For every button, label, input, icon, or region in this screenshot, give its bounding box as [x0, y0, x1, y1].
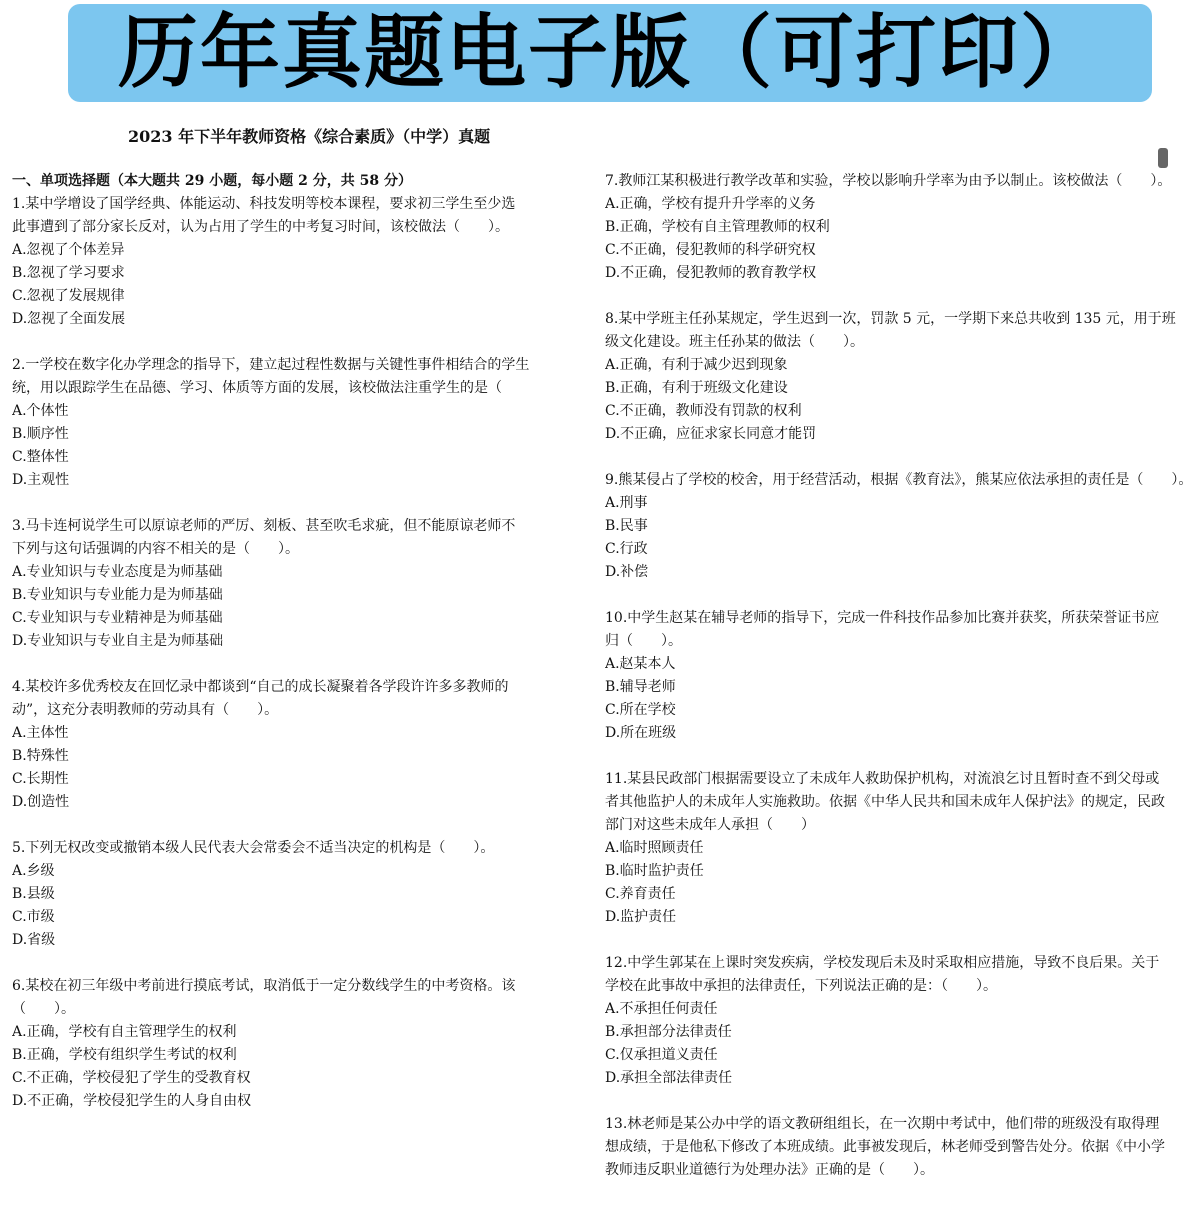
section-heading: 一、单项选择题（本大题共 29 小题，每小题 2 分，共 58 分）	[12, 173, 412, 189]
question-text: 归（ ）。	[605, 633, 682, 649]
question-text: 10.中学生赵某在辅导老师的指导下，完成一件科技作品参加比赛并获奖，所获荣誉证书应	[605, 610, 1160, 626]
answer-option: C.行政	[605, 541, 648, 557]
answer-option: B.专业知识与专业能力是为师基础	[12, 587, 223, 603]
question-text: 1.某中学增设了国学经典、体能运动、科技发明等校本课程，要求初三学生至少选	[12, 196, 516, 212]
question-item	[12, 193, 592, 331]
answer-option: A.赵某本人	[605, 656, 676, 672]
answer-option: D.省级	[12, 932, 56, 948]
answer-option: D.不正确，应征求家长同意才能罚	[605, 426, 817, 442]
answer-option: D.忽视了全面发展	[12, 311, 126, 327]
scrollbar-thumb[interactable]	[1158, 148, 1168, 168]
answer-option: D.所在班级	[605, 725, 677, 741]
answer-option: D.专业知识与专业自主是为师基础	[12, 633, 224, 649]
question-item	[605, 952, 1193, 1090]
question-item	[605, 469, 1193, 584]
answer-option: B.民事	[605, 518, 648, 534]
answer-option: C.忽视了发展规律	[12, 288, 125, 304]
answer-option: B.特殊性	[12, 748, 69, 764]
answer-option: C.不正确，侵犯教师的科学研究权	[605, 242, 816, 258]
right-column	[605, 170, 1193, 1205]
answer-option: A.专业知识与专业态度是为师基础	[12, 564, 223, 580]
answer-option: B.正确，学校有自主管理教师的权利	[605, 219, 830, 235]
answer-option: D.创造性	[12, 794, 70, 810]
question-text: 2.一学校在数字化办学理念的指导下，建立起过程性数据与关键性事件相结合的学生	[12, 357, 530, 373]
question-text: 3.马卡连柯说学生可以原谅老师的严厉、刻板、甚至吹毛求疵，但不能原谅老师不	[12, 518, 516, 534]
question-text: 12.中学生郭某在上课时突发疾病，学校发现后未及时采取相应措施，导致不良后果。关于	[605, 955, 1160, 971]
question-text: 学校在此事故中承担的法律责任，下列说法正确的是：（ ）。	[605, 978, 997, 994]
answer-option: B.县级	[12, 886, 55, 902]
question-text: 者其他监护人的未成年人实施救助。依据《中华人民共和国未成年人保护法》的规定，民政	[605, 794, 1165, 810]
answer-option: C.养育责任	[605, 886, 676, 902]
question-text: 9.熊某侵占了学校的校舍，用于经营活动，根据《教育法》，熊某应依法承担的责任是（ ）。	[605, 472, 1193, 488]
question-text: 动”，这充分表明教师的劳动具有（ ）。	[12, 702, 279, 718]
question-item	[605, 1113, 1193, 1182]
answer-option: A.刑事	[605, 495, 648, 511]
question-item	[605, 170, 1193, 285]
answer-option: C.市级	[12, 909, 55, 925]
right-question-list	[605, 170, 1193, 1182]
answer-option: B.承担部分法律责任	[605, 1024, 732, 1040]
question-text: 教师违反职业道德行为处理办法》正确的是（ ）。	[605, 1162, 934, 1178]
answer-option: B.正确，学校有组织学生考试的权利	[12, 1047, 237, 1063]
question-text: 部门对这些未成年人承担（ ）	[605, 817, 815, 833]
banner-title: 历年真题电子版（可打印）	[118, 6, 1102, 99]
question-text: 5.下列无权改变或撤销本级人民代表大会常委会不适当决定的机构是（ ）。	[12, 840, 495, 856]
answer-option: D.补偿	[605, 564, 649, 580]
answer-option: A.主体性	[12, 725, 69, 741]
question-item	[12, 515, 592, 653]
question-text: 13.林老师是某公办中学的语文教研组组长，在一次期中考试中，他们带的班级没有取得理	[605, 1116, 1160, 1132]
question-text: 7.教师江某积极进行教学改革和实验，学校以影响升学率为由予以制止。该校做法（ ）。	[605, 173, 1172, 189]
answer-option: D.不正确，侵犯教师的教育教学权	[605, 265, 817, 281]
answer-option: C.仅承担道义责任	[605, 1047, 718, 1063]
answer-option: A.忽视了个体差异	[12, 242, 125, 258]
question-text: 此事遭到了部分家长反对，认为占用了学生的中考复习时间，该校做法（ ）。	[12, 219, 509, 235]
answer-option: D.承担全部法律责任	[605, 1070, 733, 1086]
answer-option: B.忽视了学习要求	[12, 265, 125, 281]
answer-option: C.整体性	[12, 449, 69, 465]
answer-option: C.所在学校	[605, 702, 676, 718]
answer-option: D.主观性	[12, 472, 70, 488]
question-item	[12, 975, 592, 1113]
question-item	[12, 354, 592, 492]
answer-option: D.不正确，学校侵犯学生的人身自由权	[12, 1093, 252, 1109]
answer-option: C.不正确，教师没有罚款的权利	[605, 403, 802, 419]
answer-option: A.正确，有利于减少迟到现象	[605, 357, 788, 373]
answer-option: B.顺序性	[12, 426, 69, 442]
question-text: 8.某中学班主任孙某规定，学生迟到一次，罚款 5 元，一学期下来总共收到 135 元，用于班	[605, 311, 1176, 327]
question-text: 4.某校许多优秀校友在回忆录中都谈到“自己的成长凝聚着各学段许许多多教师的	[12, 679, 509, 695]
question-item	[605, 308, 1193, 446]
answer-option: B.临时监护责任	[605, 863, 704, 879]
answer-option: A.乡级	[12, 863, 55, 879]
answer-option: A.正确，学校有提升升学率的义务	[605, 196, 816, 212]
answer-option: C.专业知识与专业精神是为师基础	[12, 610, 223, 626]
left-column	[12, 170, 592, 1136]
answer-option: C.不正确，学校侵犯了学生的受教育权	[12, 1070, 251, 1086]
title-banner	[68, 4, 1152, 102]
question-text: 想成绩，于是他私下修改了本班成绩。此事被发现后，林老师受到警告处分。依据《中小学	[605, 1139, 1165, 1155]
left-question-list	[12, 193, 592, 1113]
answer-option: D.监护责任	[605, 909, 677, 925]
document-title: 2023 年下半年教师资格《综合素质》（中学）真题	[128, 127, 491, 146]
answer-option: B.正确，有利于班级文化建设	[605, 380, 788, 396]
answer-option: A.不承担任何责任	[605, 1001, 718, 1017]
question-item	[605, 768, 1193, 929]
question-text: 11.某县民政部门根据需要设立了未成年人救助保护机构，对流浪乞讨且暂时查不到父母或	[605, 771, 1160, 787]
question-item	[605, 607, 1193, 745]
answer-option: B.辅导老师	[605, 679, 676, 695]
question-item	[12, 676, 592, 814]
question-text: 统，用以跟踪学生在品德、学习、体质等方面的发展，该校做法注重学生的是（	[12, 380, 502, 396]
answer-option: A.个体性	[12, 403, 69, 419]
answer-option: A.临时照顾责任	[605, 840, 704, 856]
answer-option: A.正确，学校有自主管理学生的权利	[12, 1024, 237, 1040]
question-text: 6.某校在初三年级中考前进行摸底考试，取消低于一定分数线学生的中考资格。该	[12, 978, 516, 994]
question-text: 级文化建设。班主任孙某的做法（ ）。	[605, 334, 864, 350]
question-text: 下列与这句话强调的内容不相关的是（ ）。	[12, 541, 299, 557]
answer-option: C.长期性	[12, 771, 69, 787]
question-item	[12, 837, 592, 952]
question-text: （ ）。	[12, 1001, 75, 1017]
